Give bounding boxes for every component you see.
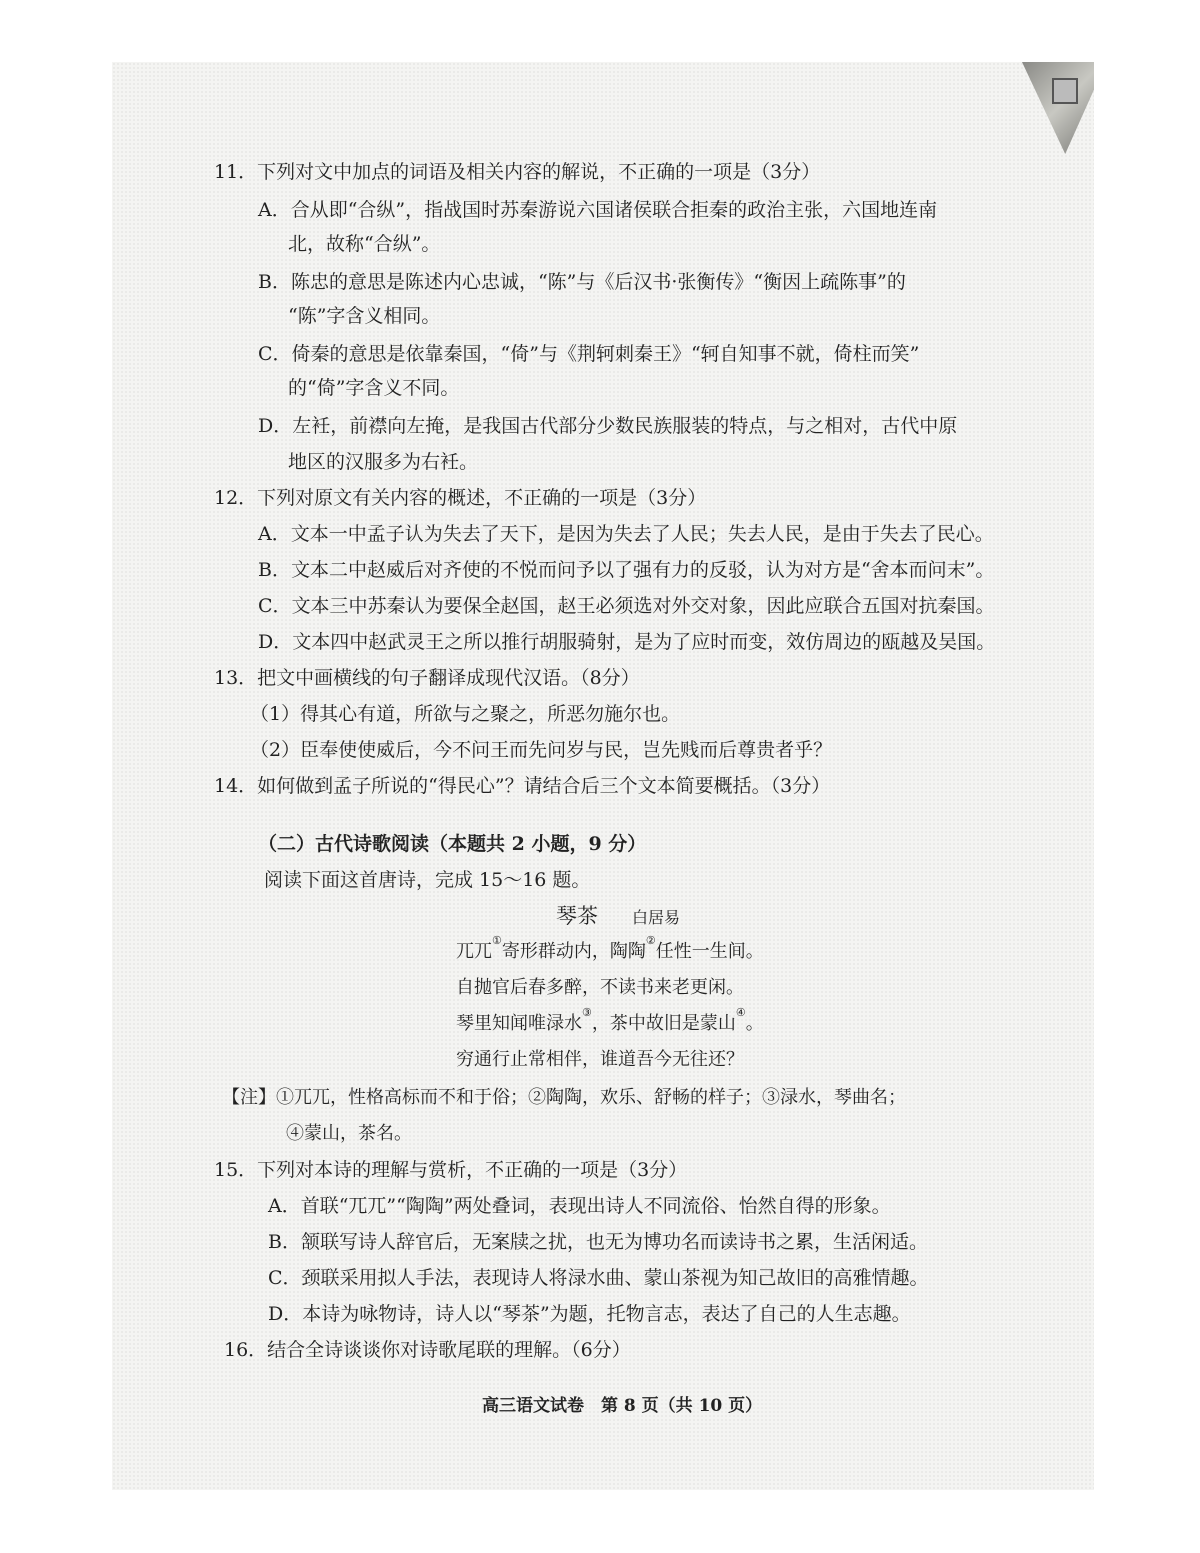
- question-11-option-b: B．陈忠的意思是陈述内心忠诚，“陈”与《后汉书·张衡传》“衡因上疏陈事”的: [258, 271, 906, 293]
- poem-line-1: 兀兀①寄形群动内，陶陶②任性一生间。: [456, 934, 764, 962]
- question-11-option-c: C．倚秦的意思是依靠秦国，“倚”与《荆轲刺秦王》“轲自知事不就，倚柱而笑”: [258, 343, 920, 365]
- question-15-option-d: D．本诗为咏物诗，诗人以“琴茶”为题，托物言志，表达了自己的人生志趣。: [268, 1303, 911, 1325]
- page-footer: 高三语文试卷 第 8 页（共 10 页）: [482, 1396, 763, 1416]
- poem-line-3: 琴里知闻唯渌水③，茶中故旧是蒙山④。: [456, 1006, 764, 1034]
- question-11-option-d-cont: 地区的汉服多为右衽。: [288, 451, 479, 473]
- poem-author: 白居易: [632, 908, 681, 927]
- question-13-stem: 13．把文中画横线的句子翻译成现代汉语。（8分）: [214, 667, 640, 689]
- question-12-option-c: C．文本三中苏秦认为要保全赵国，赵王必须选对外交对象，因此应联合五国对抗秦国。: [258, 595, 995, 617]
- question-15-option-c: C．颈联采用拟人手法，表现诗人将渌水曲、蒙山茶视为知己故旧的高雅情趣。: [268, 1267, 929, 1289]
- section-instruction: 阅读下面这首唐诗，完成 15～16 题。: [264, 869, 591, 891]
- question-11-option-a-cont: 北，故称“合纵”。: [288, 233, 441, 255]
- question-12-option-d: D．文本四中赵武灵王之所以推行胡服骑射，是为了应时而变，效仿周边的瓯越及吴国。: [258, 631, 996, 653]
- poem-notes: 【注】①兀兀，性格高标而不和于俗；②陶陶，欢乐、舒畅的样子；③渌水，琴曲名；: [222, 1087, 906, 1108]
- question-15-option-b: B．颔联写诗人辞官后，无案牍之扰，也无为博功名而读诗书之累，生活闲适。: [268, 1231, 928, 1253]
- section-heading: （二）古代诗歌阅读（本题共 2 小题，9 分）: [258, 833, 647, 855]
- question-12-option-b: B．文本二中赵威后对齐使的不悦而问予以了强有力的反驳，认为对方是“舍本而问末”。: [258, 559, 995, 581]
- poem-line-2: 自抛官后春多醉，不读书来老更闲。: [456, 977, 744, 998]
- question-14-stem: 14．如何做到孟子所说的“得民心”？请结合后三个文本简要概括。（3分）: [214, 775, 831, 797]
- question-15-stem: 15．下列对本诗的理解与赏析，不正确的一项是（3分）: [214, 1159, 688, 1181]
- question-16-stem: 16．结合全诗谈谈你对诗歌尾联的理解。（6分）: [224, 1339, 631, 1361]
- question-13-sentence-2: （2）臣奉使使威后，今不问王而先问岁与民，岂先贱而后尊贵者乎？: [250, 739, 833, 761]
- question-11-option-c-cont: 的“倚”字含义不同。: [288, 377, 460, 399]
- question-11-option-a: A．合从即“合纵”，指战国时苏秦游说六国诸侯联合拒秦的政治主张，六国地连南: [258, 199, 938, 221]
- question-13-sentence-1: （1）得其心有道，所欲与之聚之，所恶勿施尔也。: [250, 703, 681, 725]
- question-11-option-b-cont: “陈”字含义相同。: [288, 305, 441, 327]
- question-12-option-a: A．文本一中孟子认为失去了天下，是因为失去了人民；失去人民，是由于失去了民心。: [258, 523, 994, 545]
- poem-line-4: 穷通行止常相伴，谁道吾今无往还？: [456, 1049, 744, 1070]
- question-11-option-d: D．左衽，前襟向左掩，是我国古代部分少数民族服装的特点，与之相对，古代中原: [258, 415, 958, 437]
- corner-stamp-icon: [1052, 78, 1078, 104]
- poem-notes-cont: ④蒙山，茶名。: [286, 1123, 412, 1144]
- question-15-option-a: A．首联“兀兀”“陶陶”两处叠词，表现出诗人不同流俗、怡然自得的形象。: [268, 1195, 891, 1217]
- question-12-stem: 12．下列对原文有关内容的概述，不正确的一项是（3分）: [214, 487, 707, 509]
- poem-title: 琴茶: [556, 904, 598, 928]
- question-11-stem: 11．下列对文中加点的词语及相关内容的解说，不正确的一项是（3分）: [214, 161, 821, 183]
